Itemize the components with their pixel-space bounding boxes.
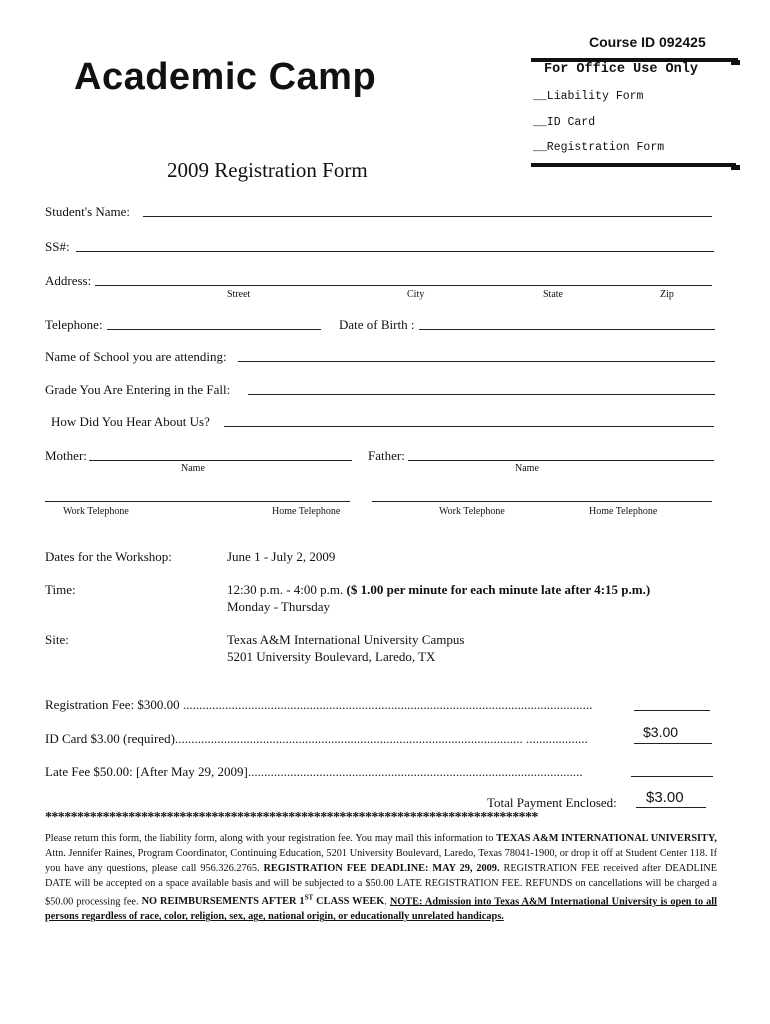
time-value-row [227, 582, 650, 598]
notice-no-reimbursements [142, 896, 385, 907]
dob-label: Date of Birth : [339, 317, 415, 332]
hear-label: How Did You Hear About Us? [51, 414, 210, 429]
mother-home-tel-caption: Home Telephone [272, 506, 341, 517]
address-input[interactable] [95, 285, 712, 286]
time-label: Time: [45, 582, 76, 597]
student-name-label: Student's Name: [45, 204, 131, 219]
site-label: Site: [45, 632, 69, 647]
father-label: Father: [368, 448, 405, 463]
time-days: Monday - Thursday [227, 599, 331, 614]
student-name-input[interactable] [143, 216, 712, 217]
id-card-amount-line [634, 743, 712, 744]
office-bottom-rule [531, 163, 736, 167]
address-city-caption: City [407, 289, 425, 300]
dates-label: Dates for the Workshop: [45, 549, 172, 564]
total-payment-amount[interactable]: $3.00 [646, 789, 684, 806]
notice-paragraph [45, 831, 717, 924]
address-label: Address: [45, 273, 92, 288]
late-fee-input[interactable] [631, 776, 713, 777]
registration-fee-row: Registration Fee: $300.00 .............................................................................................................................. [45, 697, 593, 712]
office-top-rule-tail [731, 60, 740, 65]
id-card-amount[interactable]: $3.00 [643, 724, 679, 740]
ss-input[interactable] [76, 251, 714, 252]
late-pickup-fee: ($ 1.00 per minute for each minute late after 4:15 p.m.) [346, 582, 651, 597]
page-title: Academic Camp [74, 56, 377, 98]
dates-value: June 1 - July 2, 2009 [227, 549, 336, 564]
late-fee-row: Late Fee $50.00: [After May 29, 2009]....................................................................................................... [45, 764, 583, 779]
mother-phone-input[interactable] [45, 501, 350, 502]
grade-input[interactable] [248, 394, 715, 395]
notice-text-4: . [384, 896, 390, 908]
telephone-input[interactable] [107, 329, 321, 330]
notice-reimb-text: NO REIMBURSEMENTS AFTER 1 [141, 896, 305, 908]
site-line1: Texas A&M International University Campus [227, 632, 465, 647]
course-id: Course ID 092425 [589, 34, 706, 50]
address-street-caption: Street [227, 289, 251, 300]
grade-label: Grade You Are Entering in the Fall: [45, 382, 231, 397]
office-item-id-card: __ID Card [533, 116, 596, 129]
office-bottom-rule-tail [731, 165, 740, 170]
address-state-caption: State [543, 289, 563, 300]
father-home-tel-caption: Home Telephone [589, 506, 658, 517]
notice-text-3: REGISTRATION FEE received after DEADLINE DATE will be accepted on a space available basis and will be subjected to a $50.00 LATE REGISTRATION FEE. REFUNDS on cancellations will be charged a $50.00 processing fee. [45, 863, 717, 908]
school-label: Name of School you are attending: [45, 349, 227, 364]
total-payment-line [636, 807, 706, 808]
mother-name-input[interactable] [89, 460, 352, 461]
notice-text-1: Please return this form, the liability form, along with your registration fee. You may mail this information to [45, 833, 497, 844]
total-payment-label: Total Payment Enclosed: [487, 795, 617, 810]
registration-fee-input[interactable] [634, 710, 710, 711]
time-value: 12:30 p.m. - 4:00 p.m. [227, 582, 344, 597]
address-zip-caption: Zip [660, 289, 674, 300]
office-heading: For Office Use Only [544, 62, 698, 77]
mother-work-tel-caption: Work Telephone [63, 506, 129, 517]
father-name-caption: Name [515, 463, 539, 474]
notice-reimb-end: CLASS WEEK [313, 896, 385, 908]
father-phone-input[interactable] [372, 501, 712, 502]
mother-label: Mother: [45, 448, 87, 463]
asterisk-divider: ***************************************************************************** [45, 810, 538, 825]
notice-text-2: Attn. Jennifer Raines, Program Coordinator, Continuing Education, 5201 University Boulevard, Laredo, Texas 78041-1900, or drop it off at Student Center 118. If you have any questions, please call 956.326.2765. [45, 848, 717, 874]
form-subtitle: 2009 Registration Form [167, 158, 368, 182]
father-work-tel-caption: Work Telephone [439, 506, 505, 517]
notice-university: TEXAS A&M INTERNATIONAL UNIVERSITY, [496, 833, 717, 844]
father-name-input[interactable] [408, 460, 714, 461]
office-item-registration: __Registration Form [533, 141, 665, 154]
notice-admission-note: NOTE: Admission into Texas A&M International University is open to all persons regardless of race, color, religion, sex, age, national origin, or educationally unrelated handicaps. [45, 896, 718, 923]
hear-input[interactable] [224, 426, 714, 427]
office-item-liability: __Liability Form [533, 90, 644, 103]
ss-label: SS#: [45, 239, 70, 254]
school-input[interactable] [238, 361, 715, 362]
notice-deadline: REGISTRATION FEE DEADLINE: MAY 29, 2009. [263, 863, 500, 874]
site-line2: 5201 University Boulevard, Laredo, TX [227, 649, 436, 664]
id-card-fee-row: ID Card $3.00 (required)........................................................................................................... ................... [45, 731, 588, 746]
dob-input[interactable] [419, 329, 715, 330]
mother-name-caption: Name [181, 463, 205, 474]
telephone-label: Telephone: [45, 317, 103, 332]
notice-reimb-sup: ST [304, 894, 314, 902]
